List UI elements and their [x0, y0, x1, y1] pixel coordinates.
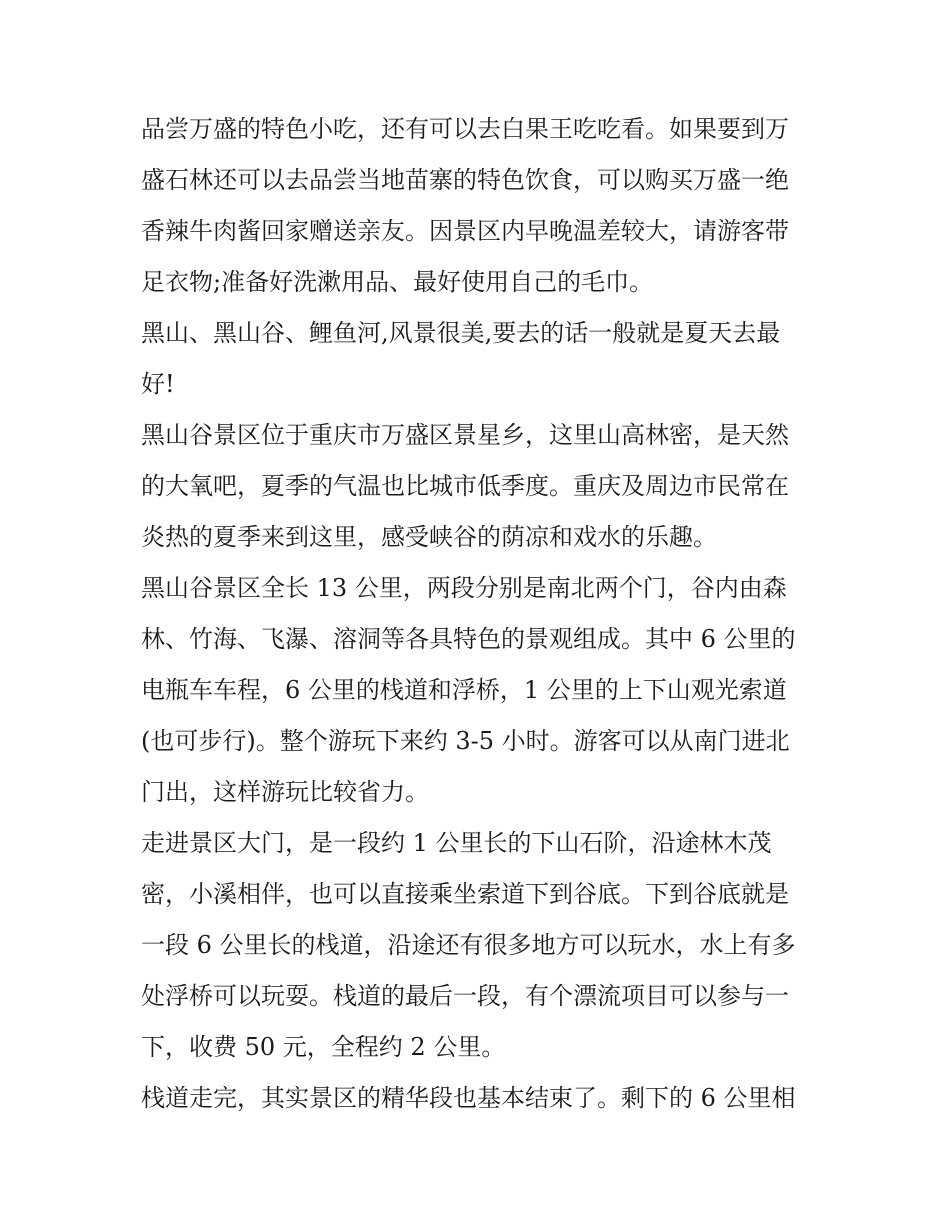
text-line: 走进景区大门，是一段约 1 公里长的下山石阶，沿途林木茂: [141, 829, 772, 857]
text-line: 电瓶车车程，6 公里的栈道和浮桥，1 公里的上下山观光索道: [141, 676, 787, 704]
text-line: 盛石林还可以去品尝当地苗寨的特色饮食，可以购买万盛一绝: [141, 166, 789, 194]
text-line: (也可步行)。整个游玩下来约 3-5 小时。游客可以从南门进北: [141, 727, 790, 755]
text-line: 门出，这样游玩比较省力。: [141, 778, 429, 806]
text-line: 栈道走完，其实景区的精华段也基本结束了。剩下的 6 公里相: [141, 1084, 796, 1112]
text-line: 处浮桥可以玩耍。栈道的最后一段，有个漂流项目可以参与一: [141, 982, 789, 1010]
text-line: 品尝万盛的特色小吃，还有可以去白果王吃吃看。如果要到万: [141, 115, 789, 143]
paragraph-food-and-tips: [141, 104, 817, 308]
text-line: 黑山、黑山谷、鲤鱼河,风景很美,要去的话一般就是夏天去最: [141, 319, 781, 347]
text-line: 黑山谷景区位于重庆市万盛区景星乡，这里山高林密，是天然: [141, 421, 789, 449]
document-body: [141, 104, 817, 1124]
text-line: 密，小溪相伴，也可以直接乘坐索道下到谷底。下到谷底就是: [141, 880, 789, 908]
text-line: 足衣物;准备好洗漱用品、最好使用自己的毛巾。: [141, 268, 654, 296]
text-line: 黑山谷景区全长 13 公里，两段分别是南北两个门，谷内由森: [141, 574, 787, 602]
text-line: 炎热的夏季来到这里，感受峡谷的荫凉和戏水的乐趣。: [141, 523, 717, 551]
paragraph-ending: [141, 1073, 817, 1124]
text-line: 一段 6 公里长的栈道，沿途还有很多地方可以玩水，水上有多: [141, 931, 796, 959]
paragraph-valley-location: [141, 410, 817, 563]
text-line: 下，收费 50 元，全程约 2 公里。: [141, 1033, 506, 1061]
text-line: 好!: [141, 370, 175, 398]
text-line: 的大氧吧，夏季的气温也比城市低季度。重庆及周边市民常在: [141, 472, 789, 500]
text-line: 林、竹海、飞瀑、溶洞等各具特色的景观组成。其中 6 公里的: [141, 625, 796, 653]
text-line: 香辣牛肉酱回家赠送亲友。因景区内早晚温差较大，请游客带: [141, 217, 789, 245]
paragraph-valley-length: [141, 563, 817, 818]
paragraph-route-description: [141, 818, 817, 1073]
paragraph-black-mountain-intro: [141, 308, 817, 410]
